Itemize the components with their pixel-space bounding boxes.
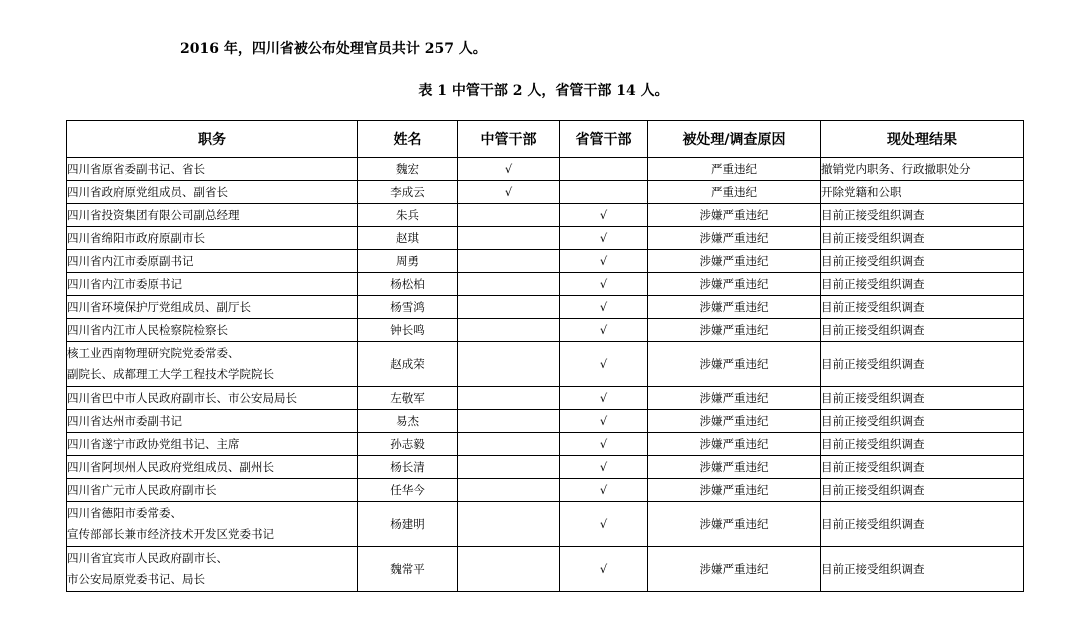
cell-provincial-check: √ <box>560 433 648 456</box>
cell-central-check <box>458 456 560 479</box>
table-row <box>67 342 1024 387</box>
cell-central-check <box>458 479 560 502</box>
cell-provincial-check: √ <box>560 204 648 227</box>
cell-central-check <box>458 342 560 387</box>
cell-provincial-check: √ <box>560 479 648 502</box>
cell-name: 赵成荣 <box>358 342 458 387</box>
cell-provincial-check <box>560 181 648 204</box>
cell-central-check <box>458 433 560 456</box>
table-row <box>67 456 1024 479</box>
table-row <box>67 204 1024 227</box>
cell-central-check <box>458 273 560 296</box>
cell-central-check: √ <box>458 158 560 181</box>
cell-name: 杨建明 <box>358 502 458 547</box>
cell-result: 目前正接受组织调查 <box>821 433 1024 456</box>
cell-duty <box>67 250 358 273</box>
cell-name: 钟长鸣 <box>358 319 458 342</box>
table-row <box>67 181 1024 204</box>
cell-duty <box>67 273 358 296</box>
cell-name: 赵琪 <box>358 227 458 250</box>
cell-duty-line: 四川省环境保护厅党组成员、副厅长 <box>67 299 251 314</box>
cell-result: 目前正接受组织调查 <box>821 273 1024 296</box>
table-row <box>67 250 1024 273</box>
cell-result: 目前正接受组织调查 <box>821 479 1024 502</box>
cell-duty <box>67 456 358 479</box>
cell-result: 目前正接受组织调查 <box>821 410 1024 433</box>
cell-central-check: √ <box>458 181 560 204</box>
cell-name: 魏常平 <box>358 547 458 592</box>
cell-duty <box>67 502 358 547</box>
cell-provincial-check: √ <box>560 387 648 410</box>
cell-central-check <box>458 204 560 227</box>
cell-result: 目前正接受组织调查 <box>821 502 1024 547</box>
table-row <box>67 502 1024 547</box>
header-duty: 职务 <box>67 121 358 158</box>
cell-duty <box>67 479 358 502</box>
header-name: 姓名 <box>358 121 458 158</box>
cell-provincial-check: √ <box>560 410 648 433</box>
cell-reason: 涉嫌严重违纪 <box>648 387 821 410</box>
cell-reason: 涉嫌严重违纪 <box>648 227 821 250</box>
cell-result: 目前正接受组织调查 <box>821 342 1024 387</box>
cell-result: 目前正接受组织调查 <box>821 204 1024 227</box>
table-row <box>67 433 1024 456</box>
cell-provincial-check: √ <box>560 502 648 547</box>
cell-reason: 涉嫌严重违纪 <box>648 456 821 479</box>
table-caption: 表 1 中管干部 2 人，省管干部 14 人。 <box>418 83 669 99</box>
cell-name: 任华今 <box>358 479 458 502</box>
cell-duty <box>67 547 358 592</box>
cell-duty-line: 宣传部部长兼市经济技术开发区党委书记 <box>67 527 274 541</box>
cell-name: 李成云 <box>358 181 458 204</box>
cell-duty <box>67 433 358 456</box>
cell-result: 目前正接受组织调查 <box>821 387 1024 410</box>
cell-name: 杨雪鸿 <box>358 296 458 319</box>
cell-duty-line: 四川省广元市人民政府副市长 <box>67 482 217 497</box>
cell-duty-line: 四川省德阳市委常委、 <box>67 506 182 520</box>
cell-central-check <box>458 319 560 342</box>
cell-reason: 涉嫌严重违纪 <box>648 204 821 227</box>
cell-reason: 涉嫌严重违纪 <box>648 502 821 547</box>
cell-name: 孙志毅 <box>358 433 458 456</box>
cell-central-check <box>458 250 560 273</box>
header-provincial-cadre: 省管干部 <box>560 121 648 158</box>
cell-reason: 涉嫌严重违纪 <box>648 479 821 502</box>
table-row <box>67 479 1024 502</box>
cell-duty <box>67 296 358 319</box>
header-result: 现处理结果 <box>821 121 1024 158</box>
cell-reason: 涉嫌严重违纪 <box>648 296 821 319</box>
cell-result: 目前正接受组织调查 <box>821 227 1024 250</box>
cell-provincial-check: √ <box>560 227 648 250</box>
cell-duty <box>67 181 358 204</box>
cell-result: 目前正接受组织调查 <box>821 319 1024 342</box>
table-row <box>67 319 1024 342</box>
document-heading: 2016 年，四川省被公布处理官员共计 257 人。 <box>180 41 487 57</box>
cell-duty <box>67 158 358 181</box>
cell-duty-line: 四川省政府原党组成员、副省长 <box>67 184 228 199</box>
cell-duty-line: 四川省阿坝州人民政府党组成员、副州长 <box>67 459 274 474</box>
cell-reason: 严重违纪 <box>648 181 821 204</box>
table-row <box>67 158 1024 181</box>
cell-reason: 涉嫌严重违纪 <box>648 342 821 387</box>
cell-name: 左敬军 <box>358 387 458 410</box>
cell-name: 魏宏 <box>358 158 458 181</box>
cell-duty-line: 四川省原省委副书记、省长 <box>67 161 205 176</box>
cell-duty-line: 四川省绵阳市政府原副市长 <box>67 230 205 245</box>
cell-reason: 涉嫌严重违纪 <box>648 319 821 342</box>
table-row <box>67 387 1024 410</box>
cell-central-check <box>458 296 560 319</box>
cell-central-check <box>458 410 560 433</box>
cell-duty-line: 四川省宜宾市人民政府副市长、 <box>67 551 228 565</box>
cell-duty-line: 四川省遂宁市政协党组书记、主席 <box>67 436 240 451</box>
cell-duty-line: 四川省达州市委副书记 <box>67 413 182 428</box>
cell-provincial-check: √ <box>560 296 648 319</box>
cell-reason: 涉嫌严重违纪 <box>648 250 821 273</box>
table-row <box>67 227 1024 250</box>
cell-name: 易杰 <box>358 410 458 433</box>
table-row <box>67 410 1024 433</box>
cell-result: 目前正接受组织调查 <box>821 456 1024 479</box>
table-row <box>67 296 1024 319</box>
cell-duty-line: 四川省内江市委原书记 <box>67 276 182 291</box>
cell-central-check <box>458 227 560 250</box>
table-body <box>67 158 1024 592</box>
cell-provincial-check: √ <box>560 547 648 592</box>
table-header-row <box>67 121 1024 158</box>
cell-result: 目前正接受组织调查 <box>821 547 1024 592</box>
cell-duty <box>67 227 358 250</box>
table-row <box>67 547 1024 592</box>
cell-duty <box>67 410 358 433</box>
cell-result: 开除党籍和公职 <box>821 181 1024 204</box>
cell-provincial-check: √ <box>560 456 648 479</box>
cell-duty-line: 四川省内江市人民检察院检察长 <box>67 322 228 337</box>
cell-reason: 严重违纪 <box>648 158 821 181</box>
cell-central-check <box>458 387 560 410</box>
cell-central-check <box>458 547 560 592</box>
cell-duty <box>67 387 358 410</box>
cell-result: 撤销党内职务、行政撤职处分 <box>821 158 1024 181</box>
cell-reason: 涉嫌严重违纪 <box>648 410 821 433</box>
cell-duty-line: 四川省巴中市人民政府副市长、市公安局局长 <box>67 390 297 405</box>
header-central-cadre: 中管干部 <box>458 121 560 158</box>
cell-reason: 涉嫌严重违纪 <box>648 273 821 296</box>
officials-table <box>66 120 1024 592</box>
cell-duty-line: 核工业西南物理研究院党委常委、 <box>67 346 240 360</box>
cell-result: 目前正接受组织调查 <box>821 296 1024 319</box>
cell-duty-line: 四川省内江市委原副书记 <box>67 253 194 268</box>
cell-provincial-check: √ <box>560 319 648 342</box>
cell-provincial-check <box>560 158 648 181</box>
cell-provincial-check: √ <box>560 342 648 387</box>
cell-reason: 涉嫌严重违纪 <box>648 547 821 592</box>
cell-duty <box>67 204 358 227</box>
cell-name: 杨松柏 <box>358 273 458 296</box>
table-row <box>67 273 1024 296</box>
cell-duty-line: 四川省投资集团有限公司副总经理 <box>67 207 240 222</box>
cell-duty-line: 副院长、成都理工大学工程技术学院院长 <box>67 367 274 381</box>
cell-duty <box>67 319 358 342</box>
cell-name: 杨长清 <box>358 456 458 479</box>
cell-reason: 涉嫌严重违纪 <box>648 433 821 456</box>
cell-result: 目前正接受组织调查 <box>821 250 1024 273</box>
header-reason: 被处理/调查原因 <box>648 121 821 158</box>
cell-name: 周勇 <box>358 250 458 273</box>
cell-provincial-check: √ <box>560 273 648 296</box>
cell-central-check <box>458 502 560 547</box>
cell-name: 朱兵 <box>358 204 458 227</box>
cell-duty-line: 市公安局原党委书记、局长 <box>67 572 205 586</box>
cell-duty <box>67 342 358 387</box>
cell-provincial-check: √ <box>560 250 648 273</box>
